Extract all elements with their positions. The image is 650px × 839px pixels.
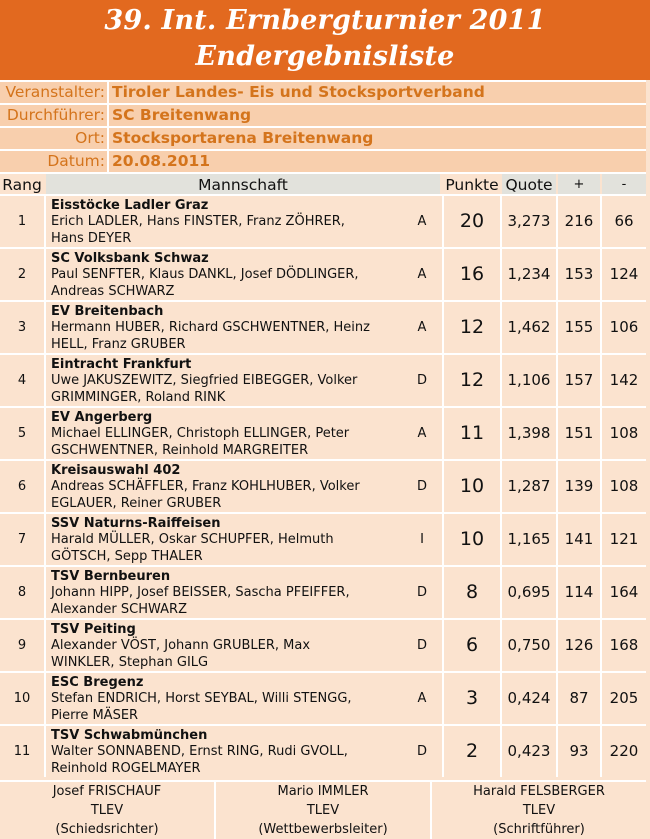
table-row	[0, 512, 646, 565]
plus-cell: 151	[564, 424, 594, 442]
team-cell	[51, 567, 401, 618]
official-role: (Schriftführer)	[493, 822, 585, 837]
official-role: (Schiedsrichter)	[55, 822, 159, 837]
team-cell	[51, 355, 401, 406]
official-name: Harald FELSBERGER	[473, 784, 605, 799]
minus-cell: 142	[609, 371, 639, 389]
rank-cell: 8	[17, 585, 27, 600]
team-players-line1: Andreas SCHÄFFLER, Franz KOHLHUBER, Volker	[51, 479, 360, 494]
team-players-line2: Alexander SCHWARZ	[51, 601, 187, 617]
points-cell: 6	[465, 634, 479, 656]
team-players-line1: Hermann HUBER, Richard GSCHWENTNER, Heinz	[51, 320, 370, 335]
plus-cell: 157	[564, 371, 594, 389]
info-row-executor	[0, 103, 646, 126]
minus-cell: 108	[609, 477, 639, 495]
header-rank: Rang	[2, 176, 42, 194]
plus-cell: 153	[564, 265, 594, 283]
organizer-value: Tiroler Landes- Eis und Stocksportverband	[112, 83, 485, 101]
class-cell: I	[420, 532, 424, 547]
info-row-organizer	[0, 80, 646, 103]
quote-cell: 0,424	[507, 689, 551, 707]
rank-cell: 3	[17, 320, 27, 335]
date-label: Datum:	[47, 152, 105, 170]
date-value: 20.08.2011	[112, 152, 211, 170]
plus-cell: 155	[564, 318, 594, 336]
team-name: Kreisauswahl 402	[51, 463, 181, 478]
rank-cell: 4	[17, 373, 27, 388]
points-cell: 2	[465, 740, 479, 762]
team-players-line1: Erich LADLER, Hans FINSTER, Franz ZÖHRER,	[51, 214, 345, 229]
quote-cell: 0,750	[507, 636, 551, 654]
team-name: Eisstöcke Ladler Graz	[51, 198, 209, 213]
points-cell: 20	[459, 210, 485, 232]
team-players-line1: Alexander VÖST, Johann GRUBLER, Max	[51, 638, 311, 653]
team-players-line1: Paul SENFTER, Klaus DANKL, Josef DÖDLINGER,	[51, 267, 359, 282]
organizer-label: Veranstalter:	[5, 83, 105, 101]
team-players-line2: HELL, Franz GRUBER	[51, 336, 186, 352]
info-row-location	[0, 126, 646, 149]
minus-cell: 164	[609, 583, 639, 601]
minus-cell: 121	[609, 530, 639, 548]
team-players-line1: Michael ELLINGER, Christoph ELLINGER, Peter	[51, 426, 350, 441]
minus-cell: 108	[609, 424, 639, 442]
team-cell	[51, 408, 401, 459]
location-label: Ort:	[75, 129, 105, 147]
team-name: TSV Schwabmünchen	[51, 728, 208, 743]
quote-cell: 1,165	[507, 530, 551, 548]
team-players-line1: Harald MÜLLER, Oskar SCHUPFER, Helmuth	[51, 532, 334, 547]
table-row	[0, 406, 646, 459]
quote-cell: 1,287	[507, 477, 551, 495]
team-players-line2: Hans DEYER	[51, 230, 132, 246]
table-row	[0, 618, 646, 671]
minus-cell: 220	[609, 742, 639, 760]
table-row	[0, 247, 646, 300]
quote-cell: 3,273	[507, 212, 551, 230]
class-cell: A	[417, 267, 427, 282]
quote-cell: 0,423	[507, 742, 551, 760]
rank-cell: 1	[17, 214, 27, 229]
team-name: SC Volksbank Schwaz	[51, 251, 209, 266]
team-players-line2: Reinhold ROGELMAYER	[51, 760, 201, 776]
class-cell: D	[416, 744, 427, 759]
plus-cell: 87	[569, 689, 589, 707]
plus-cell: 139	[564, 477, 594, 495]
team-name: EV Breitenbach	[51, 304, 164, 319]
class-cell: D	[416, 585, 427, 600]
quote-cell: 1,398	[507, 424, 551, 442]
rank-cell: 10	[13, 691, 31, 706]
plus-cell: 216	[564, 212, 594, 230]
points-cell: 10	[459, 475, 485, 497]
rank-cell: 2	[17, 267, 27, 282]
class-cell: A	[417, 320, 427, 335]
table-row	[0, 724, 646, 777]
official-name: Mario IMMLER	[277, 784, 369, 799]
team-players-line2: Andreas SCHWARZ	[51, 283, 175, 299]
plus-cell: 93	[569, 742, 589, 760]
minus-cell: 124	[609, 265, 639, 283]
table-row	[0, 194, 646, 247]
official-name: Josef FRISCHAUF	[52, 784, 162, 799]
team-cell	[51, 249, 401, 300]
table-header	[0, 172, 646, 196]
quote-cell: 0,695	[507, 583, 551, 601]
minus-cell: 106	[609, 318, 639, 336]
plus-cell: 114	[564, 583, 594, 601]
rank-cell: 6	[17, 479, 27, 494]
team-players-line2: GÖTSCH, Sepp THALER	[51, 548, 203, 564]
points-cell: 16	[459, 263, 485, 285]
location-value: Stocksportarena Breitenwang	[112, 129, 374, 147]
quote-cell: 1,106	[507, 371, 551, 389]
team-name: ESC Bregenz	[51, 675, 144, 690]
header-team: Mannschaft	[46, 174, 440, 196]
team-players-line2: WINKLER, Stephan GILG	[51, 654, 209, 670]
info-row-date	[0, 149, 646, 172]
rank-cell: 9	[17, 638, 27, 653]
team-name: EV Angerberg	[51, 410, 153, 425]
team-players-line2: GSCHWENTNER, Reinhold MARGREITER	[51, 442, 309, 458]
rank-cell: 11	[13, 744, 31, 759]
class-cell: A	[417, 691, 427, 706]
minus-cell: 205	[609, 689, 639, 707]
points-cell: 8	[465, 581, 479, 603]
team-name: TSV Bernbeuren	[51, 569, 171, 584]
minus-cell: 66	[614, 212, 634, 230]
points-cell: 10	[459, 528, 485, 550]
team-players-line1: Stefan ENDRICH, Horst SEYBAL, Willi STENGG,	[51, 691, 352, 706]
team-name: TSV Peiting	[51, 622, 136, 637]
class-cell: D	[416, 638, 427, 653]
rank-cell: 5	[17, 426, 27, 441]
executor-value: SC Breitenwang	[112, 106, 252, 124]
points-cell: 11	[459, 422, 485, 444]
team-cell	[51, 673, 401, 724]
class-cell: A	[417, 214, 427, 229]
quote-cell: 1,462	[507, 318, 551, 336]
team-players-line2: EGLAUER, Reiner GRUBER	[51, 495, 222, 511]
team-players-line1: Johann HIPP, Josef BEISSER, Sascha PFEIFFER,	[51, 585, 350, 600]
plus-cell: 126	[564, 636, 594, 654]
class-cell: A	[417, 426, 427, 441]
official-secretary	[432, 782, 646, 839]
team-name: SSV Naturns-Raiffeisen	[51, 516, 221, 531]
table-row	[0, 353, 646, 406]
minus-cell: 168	[609, 636, 639, 654]
team-players-line2: GRIMMINGER, Roland RINK	[51, 389, 226, 405]
header-minus: -	[602, 174, 646, 196]
points-cell: 12	[459, 369, 485, 391]
official-org: TLEV	[522, 803, 556, 818]
class-cell: D	[416, 373, 427, 388]
plus-cell: 141	[564, 530, 594, 548]
header-quote: Quote	[502, 174, 556, 196]
team-players-line2: Pierre MÄSER	[51, 707, 139, 723]
table-row	[0, 459, 646, 512]
team-players-line1: Uwe JAKUSZEWITZ, Siegfried EIBEGGER, Volker	[51, 373, 358, 388]
official-competition-manager	[216, 782, 430, 839]
rank-cell: 7	[17, 532, 27, 547]
title-banner	[0, 0, 650, 80]
team-name: Eintracht Frankfurt	[51, 357, 192, 372]
officials-footer	[0, 780, 646, 839]
quote-cell: 1,234	[507, 265, 551, 283]
official-org: TLEV	[90, 803, 124, 818]
header-points: Punkte	[445, 176, 499, 194]
executor-label: Durchführer:	[6, 106, 105, 124]
table-row	[0, 300, 646, 353]
team-cell	[51, 196, 401, 247]
official-org: TLEV	[306, 803, 340, 818]
header-plus: +	[558, 174, 600, 196]
team-cell	[51, 302, 401, 353]
class-cell: D	[416, 479, 427, 494]
table-row	[0, 565, 646, 618]
points-cell: 12	[459, 316, 485, 338]
team-cell	[51, 726, 401, 777]
team-players-line1: Walter SONNABEND, Ernst RING, Rudi GVOLL,	[51, 744, 348, 759]
team-cell	[51, 461, 401, 512]
team-cell	[51, 514, 401, 565]
team-cell	[51, 620, 401, 671]
points-cell: 3	[465, 687, 479, 709]
table-row	[0, 671, 646, 724]
official-role: (Wettbewerbsleiter)	[258, 822, 388, 837]
official-referee	[0, 782, 214, 839]
page-subtitle: Endergebnisliste	[195, 41, 455, 72]
page-title: 39. Int. Ernbergturnier 2011	[104, 5, 546, 36]
